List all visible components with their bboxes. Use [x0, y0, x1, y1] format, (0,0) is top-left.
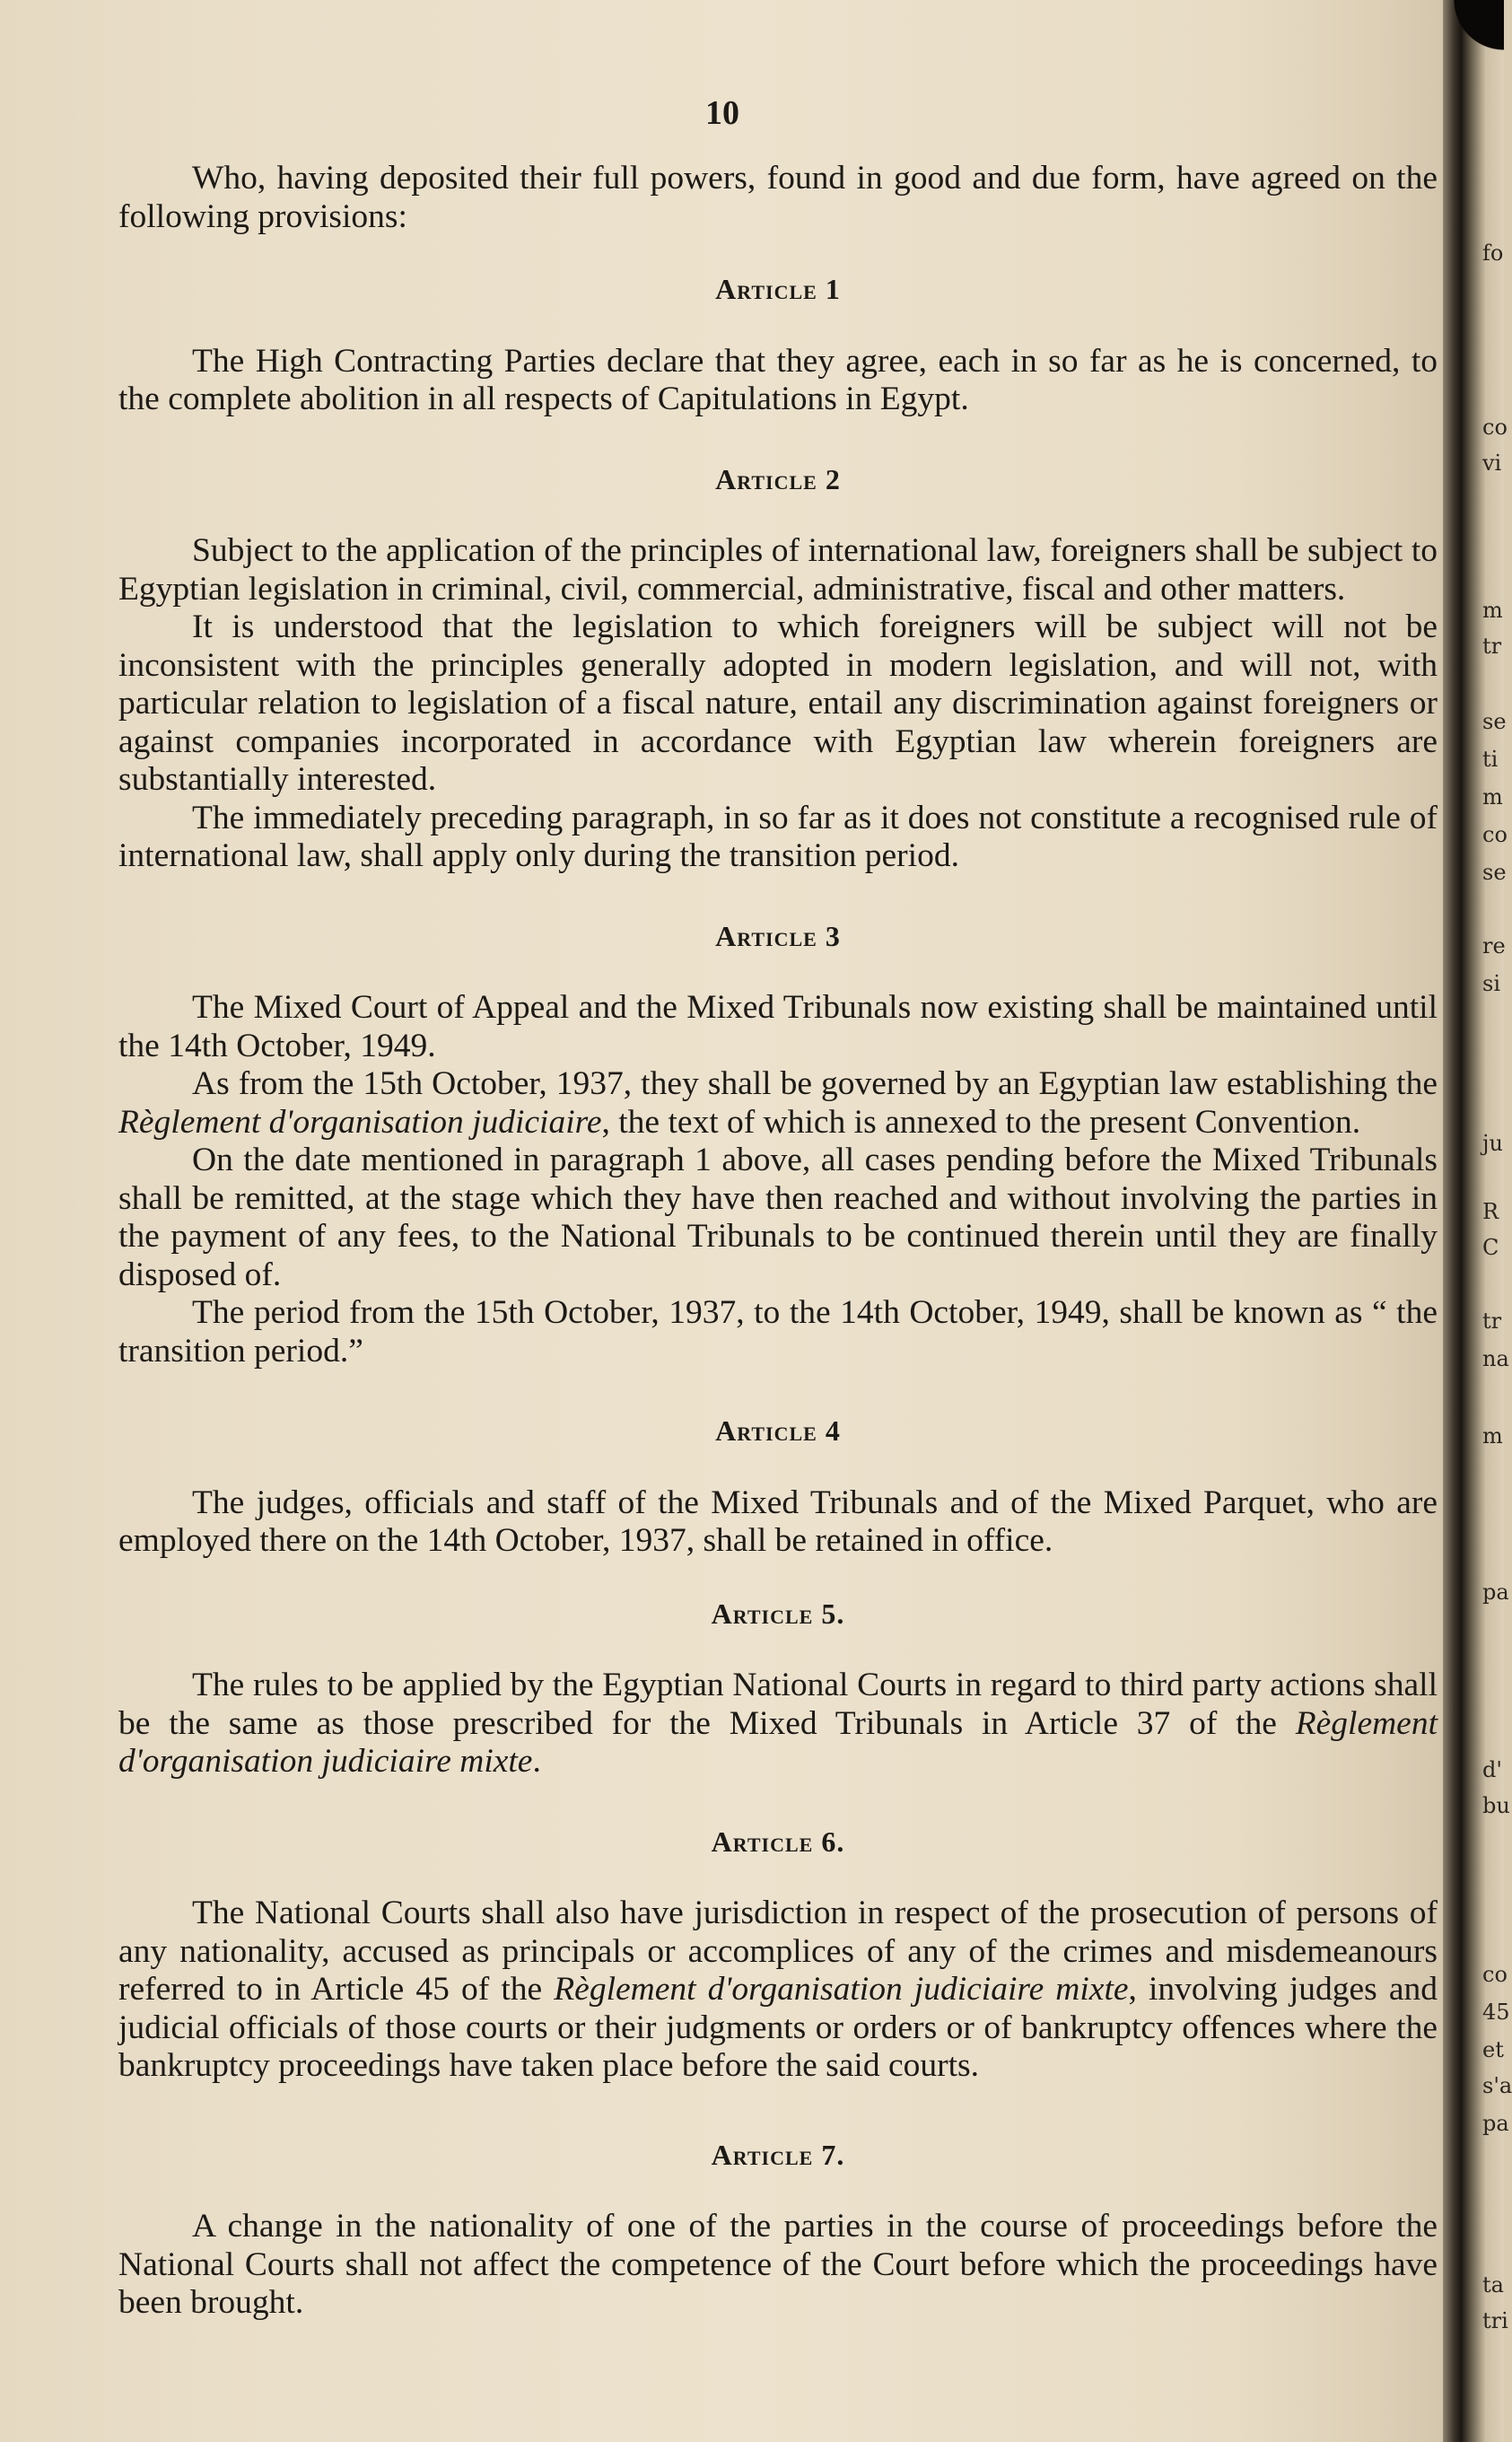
margin-fragment: vi [1482, 451, 1502, 476]
margin-fragment: bu [1482, 1793, 1510, 1818]
margin-fragment: tri [1482, 2308, 1508, 2333]
preamble: Who, having deposited their full powers, found in good and due form, have agreed on the following provisions: [118, 160, 1438, 235]
article-3-heading: Article 3 [715, 919, 841, 952]
page-number: 10 [705, 94, 739, 132]
margin-fragment: re [1482, 933, 1506, 958]
article-3-paragraph-3: On the date mentioned in paragraph 1 above, all cases pending before the Mixed Tribunals shall be remitted, at the stage which they have then reached and without involving the parties in the payment of any fees, to the National Tribunals to be continued therein until they are finally disposed of. [118, 1142, 1438, 1293]
article-2-heading: Article 2 [715, 462, 841, 495]
article-5-heading: Article 5. [711, 1597, 845, 1630]
article-3-paragraph-1: The Mixed Court of Appeal and the Mixed Tribunals now existing shall be maintained until the 14th October, 1949. [118, 989, 1438, 1064]
margin-fragment: m [1482, 598, 1503, 623]
margin-fragment: co [1482, 415, 1508, 440]
article-3-paragraph-2: As from the 15th October, 1937, they shall be governed by an Egyptian law establishing the Règlement d'organisation judiciaire, the text of which is annexed to the present Convention. [118, 1065, 1438, 1141]
article-7-heading: Article 7. [711, 2138, 845, 2171]
article-1-paragraph-1: The High Contracting Parties declare that they agree, each in so far as he is concerned, to the complete abolition in all respects of Capitulations in Egypt. [118, 342, 1438, 417]
article-2-paragraph-1: Subject to the application of the principles of international law, foreigners shall be subject to Egyptian legislation in criminal, civil, commercial, administrative, fiscal and other matters. [118, 532, 1438, 608]
margin-fragment: C [1482, 1235, 1499, 1260]
margin-fragment: na [1482, 1346, 1509, 1371]
margin-fragment: se [1482, 860, 1507, 885]
margin-fragment: pa [1482, 2111, 1509, 2136]
margin-fragment: m [1482, 784, 1503, 810]
margin-fragment: pa [1482, 1580, 1509, 1605]
article-4-heading: Article 4 [715, 1414, 841, 1447]
article-7-paragraph-1: A change in the nationality of one of the parties in the course of proceedings before the National Courts shall not affect the competence of the Court before which the proceedings have been brought. [118, 2208, 1438, 2321]
margin-fragment: si [1482, 971, 1500, 996]
margin-fragment: ti [1482, 747, 1499, 772]
article-2-paragraph-3: The immediately preceding paragraph, in so far as it does not constitute a recognised rule of international law, shall apply only during the transition period. [118, 799, 1438, 874]
article-6-paragraph-1: The National Courts shall also have jurisdiction in respect of the prosecution of persons of any nationality, accused as principals or accomplices of any of the crimes and misdemeanours referred to in Article 45 of the Règlement d'organisation judiciaire mixte, involving judges and judicial officials of those courts or their judgments or orders or of bankruptcy offences where the bankruptcy proceedings have taken place before the said courts. [118, 1895, 1438, 2084]
margin-fragment: 45 [1482, 2000, 1510, 2025]
page-corner-shadow [1432, 0, 1504, 54]
article-5-paragraph-1: The rules to be applied by the Egyptian National Courts in regard to third party actions shall be the same as those prescribed for the Mixed Tribunals in Article 37 of the Règlement d'organisation judiciaire mixte. [118, 1667, 1438, 1780]
margin-fragment: ta [1482, 2272, 1504, 2298]
margin-fragment: se [1482, 709, 1507, 734]
article-1-heading: Article 1 [715, 273, 841, 305]
article-6-heading: Article 6. [711, 1825, 845, 1858]
margin-fragment: tr [1482, 634, 1502, 659]
margin-fragment: R [1482, 1199, 1499, 1224]
article-3-paragraph-4: The period from the 15th October, 1937, to the 14th October, 1949, shall be known as “ the transition period.” [118, 1294, 1438, 1370]
margin-fragment: co [1482, 1962, 1508, 1987]
margin-fragment: s'a [1482, 2073, 1512, 2098]
margin-fragment: d' [1482, 1757, 1502, 1782]
margin-fragment: fo [1482, 241, 1504, 266]
article-4-paragraph-1: The judges, officials and staff of the Mixed Tribunals and of the Mixed Parquet, who are employed there on the 14th October, 1937, shall be retained in office. [118, 1484, 1438, 1559]
margin-fragment: tr [1482, 1309, 1502, 1334]
margin-fragment: et [1482, 2037, 1504, 2062]
margin-fragment: co [1482, 822, 1508, 847]
margin-fragment: ju [1482, 1131, 1503, 1156]
document-body [118, 160, 1438, 2323]
margin-fragment: m [1482, 1423, 1503, 1449]
article-2-paragraph-2: It is understood that the legislation to which foreigners will be subject will not be inconsistent with the principles generally adopted in modern legislation, and will not, with particular relation to legislation of a fiscal nature, entail any discrimination against foreigners or against companies incorporated in accordance with Egyptian law wherein foreigners are substantially interested. [118, 608, 1438, 798]
